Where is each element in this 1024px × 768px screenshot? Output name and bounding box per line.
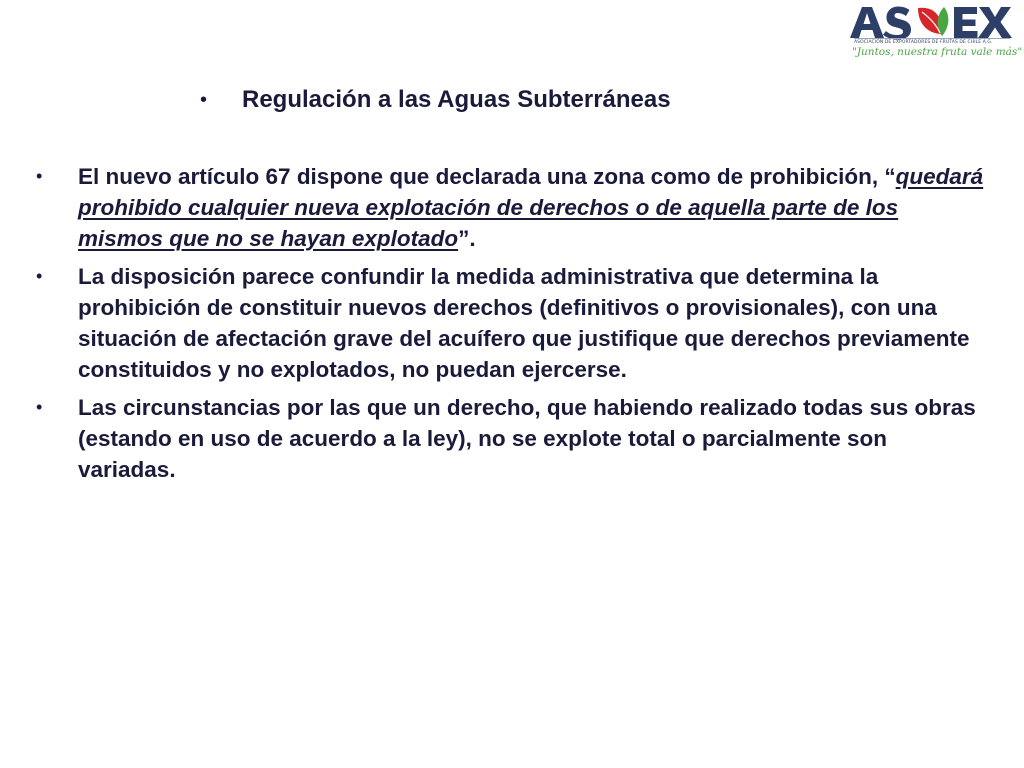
bullet-text-closing: ”. — [458, 226, 476, 251]
logo-tagline: "Juntos, nuestra fruta vale más" — [852, 46, 1023, 58]
asoex-logo — [848, 4, 1023, 64]
title-bullet-icon: • — [200, 88, 208, 111]
bullet-item-circunstancias — [36, 392, 986, 485]
bullet-text: La disposición parece confundir la medida administrativa que determina la prohibición de constituir nuevos derechos (definitivos o provisionales), con una situación de afectación grave del acuífero que justifique que derechos previamente constituidos y no explotados, no puedan ejercerse. — [78, 264, 970, 382]
asoex-wordmark-logo — [848, 4, 1014, 40]
bullet-text: Las circunstancias por las que un derecho, que habiendo realizado todas sus obras (estando en uso de acuerdo a la ley), no se explote total o parcialmente son variadas. — [78, 395, 976, 482]
bullet-item-disposicion — [36, 261, 986, 385]
bullet-dot-icon: • — [36, 397, 43, 417]
bullet-dot-icon: • — [36, 266, 43, 286]
bullet-text-intro: El nuevo artículo 67 dispone que declarada una zona como de prohibición, “ — [78, 164, 896, 189]
logo-subtitle: ASOCIACIÓN DE EXPORTADORES DE FRUTAS DE CHILE A.G. — [854, 40, 993, 45]
title-text: Regulación a las Aguas Subterráneas — [242, 86, 671, 113]
slide-title — [200, 84, 671, 116]
bullet-list — [36, 161, 986, 492]
bullet-dot-icon: • — [36, 166, 43, 186]
bullet-item-article-67 — [36, 161, 986, 254]
bullet-quoted-text: quedará prohibido cualquier nueva explotación de derechos o de aquella parte de los mismos que no se hayan explotado — [78, 164, 984, 251]
